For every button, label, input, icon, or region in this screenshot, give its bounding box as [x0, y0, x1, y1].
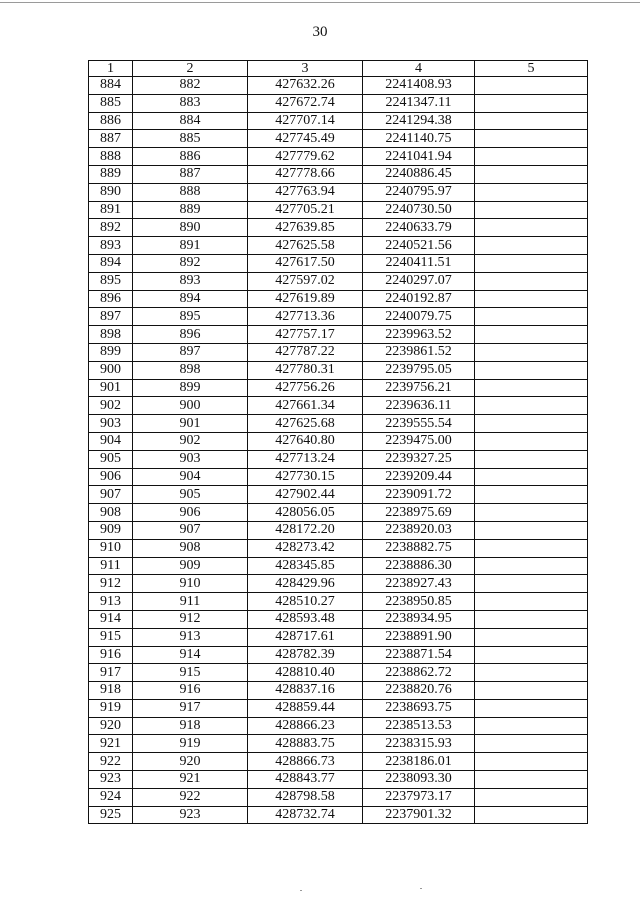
table-row — [89, 272, 588, 290]
table-row — [89, 628, 588, 646]
table-cell — [475, 94, 588, 112]
table-cell — [475, 575, 588, 593]
table-cell: 428843.77 — [248, 771, 363, 789]
table-cell: 887 — [89, 130, 133, 148]
table-cell: 2240633.79 — [363, 219, 475, 237]
table-cell: 907 — [133, 521, 248, 539]
table-cell: 2238975.69 — [363, 504, 475, 522]
table-cell: 893 — [89, 237, 133, 255]
table-cell: 2239861.52 — [363, 343, 475, 361]
table-cell: 924 — [89, 788, 133, 806]
table-cell: 2238513.53 — [363, 717, 475, 735]
table-cell: 2241408.93 — [363, 77, 475, 95]
table-row — [89, 664, 588, 682]
table-row — [89, 219, 588, 237]
table-row — [89, 112, 588, 130]
table-cell: 918 — [133, 717, 248, 735]
table-cell: 2240411.51 — [363, 254, 475, 272]
table-cell — [475, 165, 588, 183]
table-row — [89, 183, 588, 201]
table-row — [89, 148, 588, 166]
table-cell — [475, 343, 588, 361]
table-cell — [475, 290, 588, 308]
table-row — [89, 290, 588, 308]
table-cell: 2240192.87 — [363, 290, 475, 308]
table-cell: 886 — [89, 112, 133, 130]
table-cell — [475, 361, 588, 379]
table-cell — [475, 504, 588, 522]
table-cell: 923 — [133, 806, 248, 824]
table-cell: 427625.58 — [248, 237, 363, 255]
table-cell: 427730.15 — [248, 468, 363, 486]
table-cell: 428798.58 — [248, 788, 363, 806]
table-cell: 902 — [133, 432, 248, 450]
table-row — [89, 237, 588, 255]
table-cell — [475, 735, 588, 753]
table-row — [89, 557, 588, 575]
table-cell: 916 — [89, 646, 133, 664]
table-cell: 2238886.30 — [363, 557, 475, 575]
table-cell: 427780.31 — [248, 361, 363, 379]
column-header: 1 — [89, 61, 133, 77]
table-cell: 427632.26 — [248, 77, 363, 95]
table-row — [89, 735, 588, 753]
table-cell: 2240079.75 — [363, 308, 475, 326]
table-cell: 2239091.72 — [363, 486, 475, 504]
table-cell: 427902.44 — [248, 486, 363, 504]
table-cell: 2240730.50 — [363, 201, 475, 219]
table-cell: 427625.68 — [248, 415, 363, 433]
table-cell: 2241140.75 — [363, 130, 475, 148]
table-cell: 913 — [133, 628, 248, 646]
table-cell: 428837.16 — [248, 682, 363, 700]
table-cell: 427757.17 — [248, 326, 363, 344]
table-cell — [475, 664, 588, 682]
table-row — [89, 521, 588, 539]
table-row — [89, 450, 588, 468]
table-cell: 428859.44 — [248, 699, 363, 717]
table-row — [89, 254, 588, 272]
table-cell: 2239327.25 — [363, 450, 475, 468]
table-cell: 910 — [133, 575, 248, 593]
table-cell: 427639.85 — [248, 219, 363, 237]
table-cell: 913 — [89, 593, 133, 611]
table-cell: 2238871.54 — [363, 646, 475, 664]
table-cell: 904 — [133, 468, 248, 486]
table-cell: 891 — [89, 201, 133, 219]
table-cell: 892 — [133, 254, 248, 272]
column-header: 5 — [475, 61, 588, 77]
table-cell: 908 — [89, 504, 133, 522]
table-cell: 2241041.94 — [363, 148, 475, 166]
table-row — [89, 130, 588, 148]
table-cell — [475, 539, 588, 557]
table-cell — [475, 254, 588, 272]
table-cell: 2239209.44 — [363, 468, 475, 486]
table-cell — [475, 682, 588, 700]
table-cell — [475, 432, 588, 450]
table-cell: 897 — [133, 343, 248, 361]
table-row — [89, 504, 588, 522]
table-cell: 427640.80 — [248, 432, 363, 450]
table-cell: 2237973.17 — [363, 788, 475, 806]
table-cell — [475, 557, 588, 575]
table-cell: 2238891.90 — [363, 628, 475, 646]
table-cell: 427756.26 — [248, 379, 363, 397]
table-cell — [475, 450, 588, 468]
table-cell: 890 — [133, 219, 248, 237]
table-cell: 2238093.30 — [363, 771, 475, 789]
table-cell: 884 — [89, 77, 133, 95]
table-cell — [475, 326, 588, 344]
table-cell: 427672.74 — [248, 94, 363, 112]
table-cell: 427617.50 — [248, 254, 363, 272]
table-cell: 428273.42 — [248, 539, 363, 557]
table-cell — [475, 806, 588, 824]
table-cell: 427707.14 — [248, 112, 363, 130]
table-cell: 428782.39 — [248, 646, 363, 664]
table-row — [89, 771, 588, 789]
table-cell: 917 — [133, 699, 248, 717]
table-cell: 885 — [133, 130, 248, 148]
table-cell — [475, 308, 588, 326]
table-cell: 916 — [133, 682, 248, 700]
table-cell: 892 — [89, 219, 133, 237]
table-row — [89, 165, 588, 183]
table-cell: 2240521.56 — [363, 237, 475, 255]
table-cell: 2241294.38 — [363, 112, 475, 130]
table-cell: 900 — [89, 361, 133, 379]
table-cell: 427778.66 — [248, 165, 363, 183]
table-cell — [475, 468, 588, 486]
table-cell: 2240795.97 — [363, 183, 475, 201]
table-cell: 428510.27 — [248, 593, 363, 611]
scan-top-edge — [0, 2, 640, 3]
table-row — [89, 468, 588, 486]
table-cell: 894 — [89, 254, 133, 272]
table-cell: 911 — [89, 557, 133, 575]
table-cell: 915 — [133, 664, 248, 682]
table-cell: 897 — [89, 308, 133, 326]
table-row — [89, 361, 588, 379]
table-cell: 2239475.00 — [363, 432, 475, 450]
table-cell: 428345.85 — [248, 557, 363, 575]
table-cell: 921 — [89, 735, 133, 753]
table-cell: 912 — [133, 610, 248, 628]
table-cell: 899 — [133, 379, 248, 397]
table-cell: 427763.94 — [248, 183, 363, 201]
table-cell: 920 — [89, 717, 133, 735]
table-cell: 428717.61 — [248, 628, 363, 646]
table-cell — [475, 112, 588, 130]
table-cell: 922 — [133, 788, 248, 806]
table-cell: 909 — [133, 557, 248, 575]
table-cell — [475, 148, 588, 166]
table-cell: 2239963.52 — [363, 326, 475, 344]
table-cell: 2241347.11 — [363, 94, 475, 112]
table-cell: 905 — [133, 486, 248, 504]
table-row — [89, 575, 588, 593]
table-row — [89, 326, 588, 344]
table-row — [89, 788, 588, 806]
table-cell: 888 — [133, 183, 248, 201]
table-cell: 923 — [89, 771, 133, 789]
table-row — [89, 379, 588, 397]
table-row — [89, 77, 588, 95]
scan-speck — [300, 890, 302, 891]
table-cell — [475, 237, 588, 255]
table-cell — [475, 379, 588, 397]
table-cell: 885 — [89, 94, 133, 112]
table-cell: 887 — [133, 165, 248, 183]
table-row — [89, 432, 588, 450]
coordinates-table — [88, 60, 588, 824]
table-cell: 427779.62 — [248, 148, 363, 166]
table-row — [89, 539, 588, 557]
table-cell: 2238927.43 — [363, 575, 475, 593]
table-cell: 427661.34 — [248, 397, 363, 415]
table-cell: 428593.48 — [248, 610, 363, 628]
table-cell: 921 — [133, 771, 248, 789]
table-cell: 428810.40 — [248, 664, 363, 682]
table-cell — [475, 486, 588, 504]
table-cell — [475, 628, 588, 646]
table-cell: 900 — [133, 397, 248, 415]
table-cell: 919 — [133, 735, 248, 753]
table-cell: 2238186.01 — [363, 753, 475, 771]
table-cell: 904 — [89, 432, 133, 450]
table-cell: 906 — [133, 504, 248, 522]
table-cell: 428429.96 — [248, 575, 363, 593]
table-cell: 901 — [89, 379, 133, 397]
table-cell: 918 — [89, 682, 133, 700]
table-row — [89, 717, 588, 735]
table-row — [89, 806, 588, 824]
table-cell: 2238693.75 — [363, 699, 475, 717]
table-cell: 903 — [133, 450, 248, 468]
table-cell — [475, 521, 588, 539]
table-cell — [475, 717, 588, 735]
table-cell: 886 — [133, 148, 248, 166]
scan-speck — [420, 888, 422, 889]
table-cell: 2239756.21 — [363, 379, 475, 397]
table-cell: 902 — [89, 397, 133, 415]
table-cell: 428056.05 — [248, 504, 363, 522]
table-cell: 901 — [133, 415, 248, 433]
table-cell: 428866.23 — [248, 717, 363, 735]
table-cell: 427787.22 — [248, 343, 363, 361]
table-cell — [475, 699, 588, 717]
table-cell: 911 — [133, 593, 248, 611]
table-cell: 895 — [89, 272, 133, 290]
table-cell: 889 — [133, 201, 248, 219]
table-cell: 925 — [89, 806, 133, 824]
table-cell: 896 — [89, 290, 133, 308]
table-cell: 882 — [133, 77, 248, 95]
table-cell: 2238920.03 — [363, 521, 475, 539]
table-cell: 2240886.45 — [363, 165, 475, 183]
table-cell: 898 — [133, 361, 248, 379]
table-row — [89, 753, 588, 771]
table-row — [89, 646, 588, 664]
table-cell — [475, 219, 588, 237]
table-cell: 427597.02 — [248, 272, 363, 290]
table-cell: 909 — [89, 521, 133, 539]
table-cell: 2238862.72 — [363, 664, 475, 682]
table-cell: 428866.73 — [248, 753, 363, 771]
table-cell: 884 — [133, 112, 248, 130]
table-row — [89, 486, 588, 504]
table-cell: 427619.89 — [248, 290, 363, 308]
table-cell: 2239555.54 — [363, 415, 475, 433]
table-row — [89, 308, 588, 326]
table-row — [89, 397, 588, 415]
table-cell: 910 — [89, 539, 133, 557]
table-row — [89, 682, 588, 700]
table-cell — [475, 77, 588, 95]
table-cell: 898 — [89, 326, 133, 344]
table-row — [89, 343, 588, 361]
table-cell: 896 — [133, 326, 248, 344]
table-cell — [475, 753, 588, 771]
table-cell: 905 — [89, 450, 133, 468]
table-row — [89, 201, 588, 219]
table-cell: 2239636.11 — [363, 397, 475, 415]
table-cell: 915 — [89, 628, 133, 646]
table-cell — [475, 130, 588, 148]
table-cell: 2238820.76 — [363, 682, 475, 700]
table-row — [89, 415, 588, 433]
table-cell: 2238882.75 — [363, 539, 475, 557]
table-cell — [475, 415, 588, 433]
table-cell: 914 — [89, 610, 133, 628]
table-cell: 908 — [133, 539, 248, 557]
table-cell: 919 — [89, 699, 133, 717]
table-cell — [475, 646, 588, 664]
column-header: 3 — [248, 61, 363, 77]
table-cell: 428732.74 — [248, 806, 363, 824]
table-cell: 2239795.05 — [363, 361, 475, 379]
table-body — [89, 77, 588, 824]
table-cell: 907 — [89, 486, 133, 504]
column-header: 4 — [363, 61, 475, 77]
table-cell: 891 — [133, 237, 248, 255]
table-cell: 427713.36 — [248, 308, 363, 326]
table-cell — [475, 397, 588, 415]
table-cell: 889 — [89, 165, 133, 183]
table-cell: 2237901.32 — [363, 806, 475, 824]
table-cell: 428883.75 — [248, 735, 363, 753]
table-cell — [475, 771, 588, 789]
column-header: 2 — [133, 61, 248, 77]
table-cell: 906 — [89, 468, 133, 486]
table-cell: 2238934.95 — [363, 610, 475, 628]
table-row — [89, 699, 588, 717]
table-cell — [475, 201, 588, 219]
table-cell: 888 — [89, 148, 133, 166]
table-cell: 894 — [133, 290, 248, 308]
table-header-row — [89, 61, 588, 77]
table-cell: 883 — [133, 94, 248, 112]
table-cell: 427705.21 — [248, 201, 363, 219]
table-cell: 2238315.93 — [363, 735, 475, 753]
table-cell: 912 — [89, 575, 133, 593]
table-cell: 427713.24 — [248, 450, 363, 468]
table-cell — [475, 788, 588, 806]
table-cell: 914 — [133, 646, 248, 664]
table-cell — [475, 610, 588, 628]
table-cell — [475, 183, 588, 201]
table-cell: 890 — [89, 183, 133, 201]
table-cell: 899 — [89, 343, 133, 361]
table-cell: 895 — [133, 308, 248, 326]
table-cell: 917 — [89, 664, 133, 682]
table-cell: 903 — [89, 415, 133, 433]
table-cell — [475, 593, 588, 611]
table-cell: 893 — [133, 272, 248, 290]
table-cell: 428172.20 — [248, 521, 363, 539]
table-cell: 922 — [89, 753, 133, 771]
table-row — [89, 593, 588, 611]
table-cell — [475, 272, 588, 290]
table-row — [89, 610, 588, 628]
table-cell: 920 — [133, 753, 248, 771]
page-number: 30 — [312, 24, 328, 40]
table-row — [89, 94, 588, 112]
table-cell: 427745.49 — [248, 130, 363, 148]
table-cell: 2238950.85 — [363, 593, 475, 611]
table-cell: 2240297.07 — [363, 272, 475, 290]
